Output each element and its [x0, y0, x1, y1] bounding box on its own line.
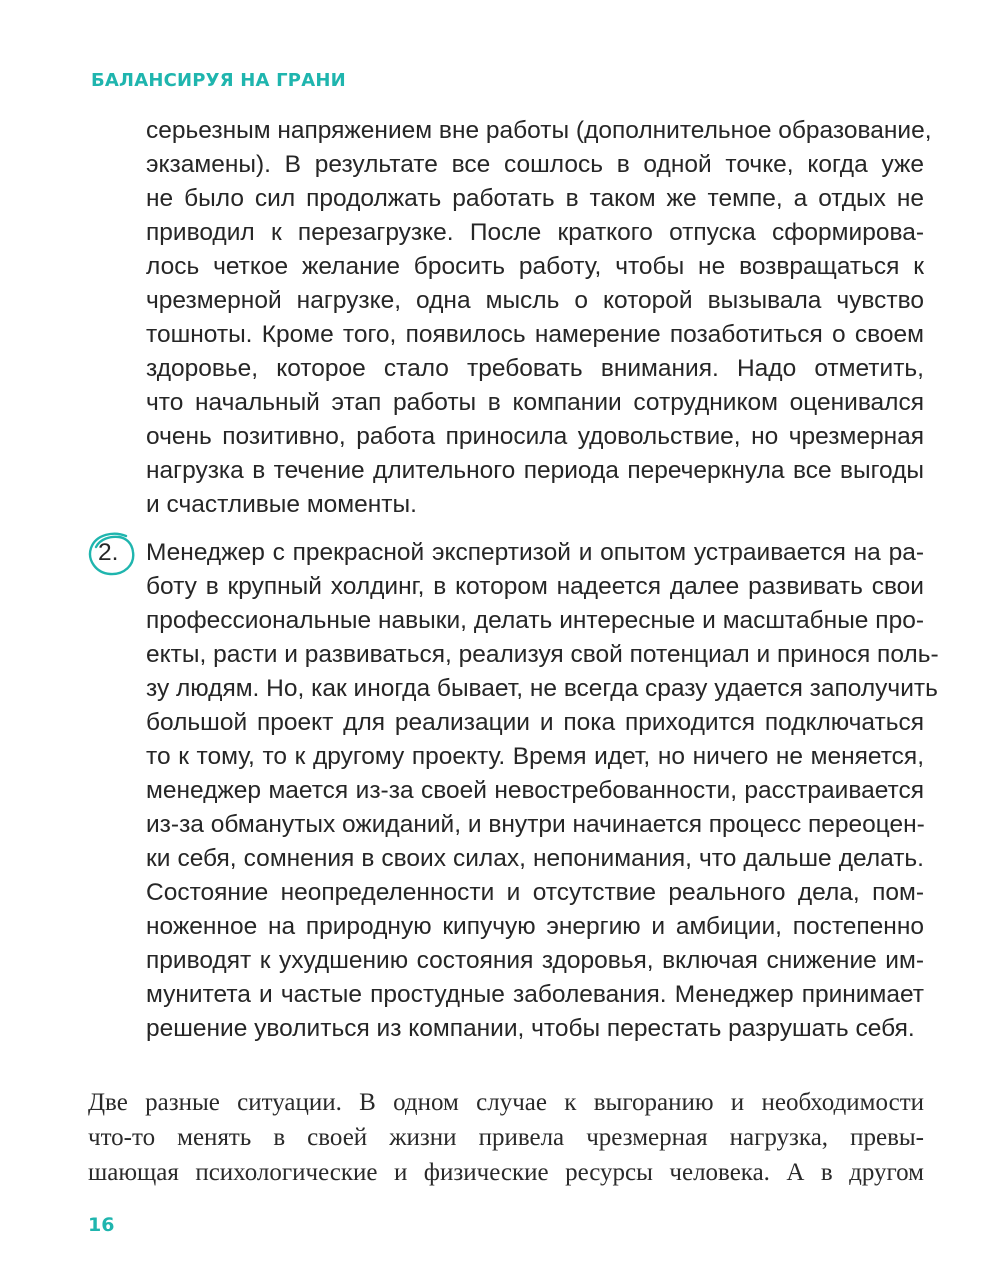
text-line: ноженное на природную кипучую энергию и амбиции, постепенно	[146, 913, 924, 940]
text-line: очень позитивно, работа приносила удовольствие, но чрезмерная	[146, 423, 924, 450]
case-2-paragraph	[146, 536, 939, 1046]
text-line: и счастливые моменты.	[146, 491, 417, 518]
text-line: большой проект для реализации и пока приходится подключаться	[146, 709, 924, 736]
text-line: нагрузка в течение длительного периода перечеркнула все выгоды	[146, 457, 924, 484]
text-line: что-то менять в своей жизни привела чрезмерная нагрузка, превы-	[88, 1124, 924, 1151]
text-line: шающая психологические и физические ресурсы человека. А в другом	[88, 1159, 924, 1186]
text-line: Две разные ситуации. В одном случае к выгоранию и необходимости	[88, 1089, 924, 1116]
text-line: приводил к перезагрузке. После краткого отпуска сформирова-	[146, 219, 924, 246]
text-line: Менеджер с прекрасной экспертизой и опытом устраивается на ра-	[146, 539, 924, 566]
text-line: здоровье, которое стало требовать внимания. Надо отметить,	[146, 355, 924, 382]
text-line: профессиональные навыки, делать интересные и масштабные про-	[146, 607, 924, 634]
text-line: серьезным напряжением вне работы (дополнительное образование,	[146, 117, 932, 144]
page-number: 16	[88, 1214, 115, 1236]
case-number: 2.	[98, 539, 119, 566]
running-head: БАЛАНСИРУЯ НА ГРАНИ	[91, 70, 346, 91]
text-line: то к тому, то к другому проекту. Время идет, но ничего не меняется,	[146, 743, 924, 770]
text-line: приводят к ухудшению состояния здоровья, включая снижение им-	[146, 947, 924, 974]
main-body-paragraph	[88, 1085, 924, 1190]
text-line: лось четкое желание бросить работу, чтобы не возвращаться к	[146, 253, 924, 280]
text-line: менеджер мается из-за своей невостребованности, расстраивается	[146, 777, 924, 804]
text-line: боту в крупный холдинг, в котором надеется далее развивать свои	[146, 573, 924, 600]
text-line: решение уволиться из компании, чтобы перестать разрушать себя.	[146, 1015, 915, 1042]
text-line: ки себя, сомнения в своих силах, непонимания, что дальше делать.	[146, 845, 924, 872]
text-line: из-за обманутых ожиданий, и внутри начинается процесс переоцен-	[146, 811, 925, 838]
text-line: экзамены). В результате все сошлось в одной точке, когда уже	[146, 151, 924, 178]
text-line: не было сил продолжать работать в таком же темпе, а отдых не	[146, 185, 924, 212]
text-line: екты, расти и развиваться, реализуя свой потенциал и принося поль-	[146, 641, 939, 668]
text-line: чрезмерной нагрузке, одна мысль о которой вызывала чувство	[146, 287, 924, 314]
text-line: зу людям. Но, как иногда бывает, не всегда сразу удается заполучить	[146, 675, 938, 702]
text-line: Состояние неопределенности и отсутствие реального дела, пом-	[146, 879, 924, 906]
text-line: что начальный этап работы в компании сотрудником оценивался	[146, 389, 924, 416]
case-1-paragraph	[146, 114, 932, 522]
text-line: мунитета и частые простудные заболевания. Менеджер принимает	[146, 981, 924, 1008]
text-line: тошноты. Кроме того, появилось намерение позаботиться о своем	[146, 321, 924, 348]
